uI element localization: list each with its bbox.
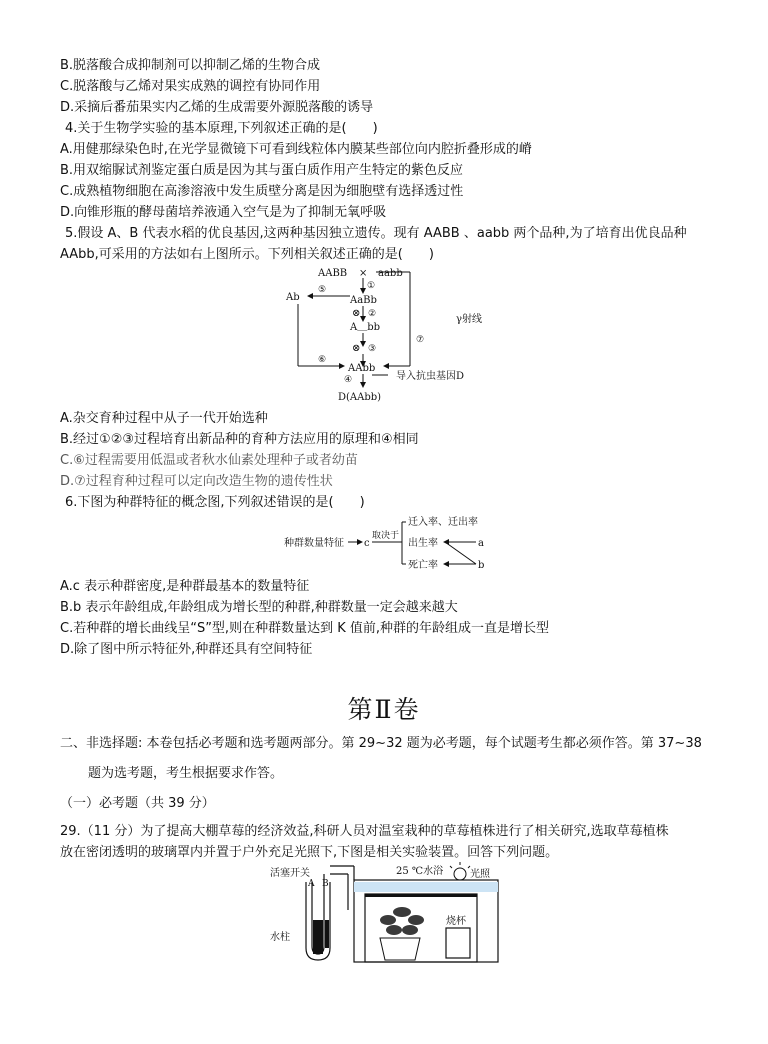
q5-option-b: B.经过①②③过程培育出新品种的育种方法应用的原理和④相同 [60, 432, 419, 447]
node-c: c [364, 538, 370, 549]
depends-on-label: 取决于 [372, 531, 400, 541]
q6-option-c: C.若种群的增长曲线呈“S”型,则在种群数量达到 K 值前,种群的年龄组成一直是增长型 [60, 621, 549, 636]
mid-genotype: A＿bb [350, 322, 381, 333]
parent-aabb-2: aabb [378, 268, 403, 279]
experiment-apparatus-diagram [270, 860, 510, 970]
death-rate-label: 死亡率 [408, 560, 438, 571]
required-section-heading: （一）必考题（共 39 分） [60, 796, 215, 811]
step-6: ⑥ [318, 355, 327, 365]
f1-genotype: AaBb [350, 295, 377, 306]
q3-option-d: D.采摘后番茄果实内乙烯的生成需要外源脱落酸的诱导 [60, 100, 374, 115]
q4-option-a: A.用健那绿染色时,在光学显微镜下可看到线粒体内膜某些部位向内腔折叠形成的嵴 [60, 142, 532, 157]
node-b: b [478, 560, 485, 571]
q3-option-b: B.脱落酸合成抑制剂可以抑制乙烯的生物合成 [60, 58, 321, 73]
insert-gene-label: 导入抗虫基因D [396, 371, 465, 382]
part-two-intro-line2: 题为选考题，考生根据要求作答。 [88, 766, 284, 781]
parent-aabb-1: AABB [318, 268, 348, 279]
target-genotype: AAbb [348, 363, 376, 374]
q6-option-d: D.除了图中所示特征外,种群还具有空间特征 [60, 642, 313, 657]
step-1: ① [367, 281, 376, 291]
node-a: a [478, 538, 484, 549]
selfing-mark-1: ⊗ [352, 308, 361, 319]
beaker-label: 烧杯 [446, 916, 466, 927]
water-column-label: 水柱 [270, 932, 290, 943]
step-4: ④ [344, 375, 353, 385]
q5-option-d: D.⑦过程育种过程可以定向改造生物的遗传性状 [60, 474, 333, 489]
valve-a-label: A [308, 879, 315, 889]
q3-option-c: C.脱落酸与乙烯对果实成熟的调控有协同作用 [60, 79, 321, 94]
light-label: 光照 [470, 869, 490, 880]
q5-option-c: C.⑥过程需要用低温或者秋水仙素处理种子或者幼苗 [60, 453, 358, 468]
q5-option-a: A.杂交育种过程中从子一代开始选种 [60, 411, 268, 426]
q4-option-c: C.成熟植物细胞在高渗溶液中发生质壁分离是因为细胞壁有选择透过性 [60, 184, 464, 199]
q6-option-b: B.b 表示年龄组成,年龄组成为增长型的种群,种群数量一定会越来越大 [60, 600, 458, 615]
q4-stem: 4.关于生物学实验的基本原理,下列叙述正确的是( ) [65, 121, 378, 136]
part-two-title: 第Ⅱ卷 [347, 695, 421, 724]
q5-stem-line1: 5.假设 A、B 代表水稻的优良基因,这两种基因独立遗传。现有 AABB 、aabb 两个品种,为了培育出优良品种 [65, 226, 687, 241]
selfing-mark-2: ⊗ [352, 343, 361, 354]
valve-label: 活塞开关 [270, 868, 310, 879]
q4-option-b: B.用双缩脲试剂鉴定蛋白质是因为其与蛋白质作用产生特定的紫色反应 [60, 163, 464, 178]
q5-stem-line2: AAbb,可采用的方法如右上图所示。下列相关叙述正确的是( ) [60, 247, 434, 262]
q29-line1: 29.（11 分）为了提高大棚草莓的经济效益,科研人员对温室栽种的草莓植株进行了相关研究,选取草莓植株 [60, 824, 669, 839]
final-genotype: D(AAbb) [338, 392, 382, 403]
water-bath-label: 25 ℃水浴 [396, 866, 444, 877]
step-2: ② [368, 309, 377, 319]
population-concept-diagram [280, 512, 500, 572]
migration-rate-label: 迁入率、迁出率 [408, 517, 478, 528]
birth-rate-label: 出生率 [408, 538, 438, 549]
valve-b-label: B [322, 879, 329, 889]
step-3: ③ [368, 344, 377, 354]
haploid-ab: Ab [286, 292, 300, 303]
breeding-diagram [280, 264, 500, 408]
part-two-intro-line1: 二、非选择题: 本卷包括必考题和选考题两部分。第 29~32 题为必考题，每个试题考生都必须作答。第 37~38 [60, 736, 702, 751]
q29-line2: 放在密闭透明的玻璃罩内并置于户外充足光照下,下图是相关实验装置。回答下列问题。 [60, 845, 559, 860]
step-5: ⑤ [318, 285, 327, 295]
cross-symbol: × [359, 268, 368, 279]
q4-option-d: D.向锥形瓶的酵母菌培养液通入空气是为了抑制无氧呼吸 [60, 205, 387, 220]
population-quantity-label: 种群数量特征 [284, 538, 344, 549]
gamma-ray-label: γ射线 [456, 314, 482, 325]
q6-stem: 6.下图为种群特征的概念图,下列叙述错误的是( ) [65, 495, 365, 510]
step-7: ⑦ [416, 335, 425, 345]
q6-option-a: A.c 表示种群密度,是种群最基本的数量特征 [60, 579, 310, 594]
